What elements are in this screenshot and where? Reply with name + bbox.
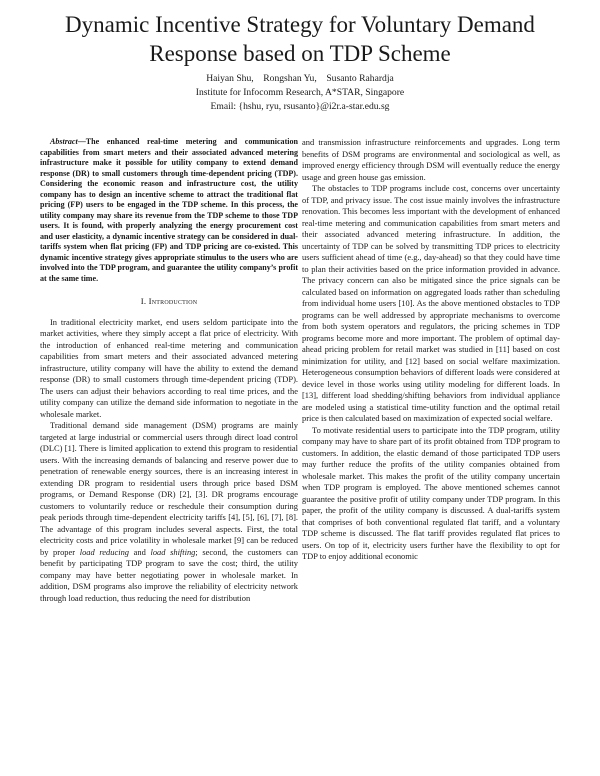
author-block xyxy=(0,72,600,114)
section-title: Introduction xyxy=(148,296,198,306)
section-number: I. xyxy=(140,296,149,306)
intro-paragraph-2-and: and xyxy=(129,546,151,557)
left-column xyxy=(40,137,298,604)
abstract-dash: — xyxy=(77,137,86,146)
right-paragraph-3: To motivate residential users to participate into the TDP program, utility company may have to share part of its profit obtained from TDP program to customers. In addition, the elastic demand of those participated TDP users may further reduce the profits of the utility companies obtained from wholesale market. This makes the profit of the utility company uncertain when TDP program is employed. The above mentioned schemes cannot guarantee the positive profit of utility company under TDP program. In this paper, the profit of the utility company is discussed. A dual-tariffs system that comprises of both conventional regulated flat tariff, and a voluntary TDP scheme is discussed. The flat tariff provides regulated flat prices to users. On top of it, electricity users further have the flexibility to opt for TDP to enjoy additional economic xyxy=(302,424,560,561)
right-paragraph-2: The obstacles to TDP programs include cost, concerns over uncertainty of TDP, and privacy issue. The cost issue mainly involves the infrastructure renovation. This becomes less important with the development of enhanced real-time metering and communication capabilities from smart meters and their associated advanced metering infrastructure. In addition, the uncertainty of TDP can be solved by transmitting TDP prices to electricity users sufficient ahead of time (e.g., day-ahead) so that they could have time to plan their activities based on the price information provided in advance. The privacy concern can also be mitigated since the price signals can be calculated based on information on aggregated loads rather than scheduling from individual home users [10]. As the above mentioned obstacles to TDP programs can be well addressed by appropriate mechanisms to overcome from both system operators and regulators, the pricing schemes in TDP programs become more and more important. The problem of optimal day-ahead pricing problem for retail market was studied in [11] based on cost minimization for utility, and [12] based on social welfare maximization. Heterogeneous consumption behaviors of different loads were considered at device level in those works using utility modeling for different loads. In [13], different load shedding/shifting behaviors from individual appliance are modeled using a statistical time-utility function and the optimal retail price is then calculated based on maximization of expected social welfare. xyxy=(302,183,560,423)
section-heading-introduction xyxy=(40,296,298,308)
emphasis-load-shifting: load shifting xyxy=(150,546,196,557)
paper-title: Dynamic Incentive Strategy for Voluntary Demand Response based on TDP Scheme xyxy=(65,12,535,66)
intro-paragraph-2-rest: ; second, the customers can benefit by participating TDP program to save the cost; third, the utility company may have better negotiating power in wholesale market. In addition, DSM programs also improve the reliability of electricity network through load reduction, thus reducing the need for distribution xyxy=(40,546,298,603)
abstract-text: The enhanced real-time metering and communication capabilities from smart meters and their associated advanced metering infrastructure make it possible for utility company to extend demand response (DR) to small customers through time-dependent pricing (TDP). Considering the economic reason and infrastructure cost, the utility company has to design an incentive scheme to attract the traditional flat pricing (FP) users to be engaged in the TDP scheme. In this process, the utility company may share its revenue from the TDP scheme to those TDP users. It is found, with properly analyzing the energy procurement cost and user elasticity, a dynamic incentive strategy can be considered in dual-tariffs system when flat pricing (FP) and TDP pricing are co-existed. This dynamic incentive strategy gives appropriate stimulus to the users who are involved into the TDP program, and guarantee the utility company’s profit at the same time. xyxy=(40,137,298,283)
abstract-label: Abstract xyxy=(50,137,78,146)
emphasis-load-reducing: load reducing xyxy=(79,546,130,557)
intro-paragraph-2 xyxy=(40,420,298,604)
right-paragraph-1: and transmission infrastructure reinforcements and upgrades. Long term benefits of DSM programs are environmental and sociological as well, as improved energy efficiency through DSM will eventually reduce the energy usage and green house gas emission. xyxy=(302,137,560,182)
intro-paragraph-2-text: Traditional demand side management (DSM) programs are mainly targeted at large industrial or commercial users through direct load control (DLC) [1]. There is limited application to extend this program to residential users. With the increasing demands of balancing and reserve power due to penetration of renewable energy sources, there is an increasing interest in extending DR program to residential users through price based DSM programs, or Demand Response (DR) [2], [3]. DR programs encourage customers to voluntarily reduce or reschedule their consumption during peak periods through time-dependent electricity tariffs [4], [5], [6], [7], [8]. The advantage of this program includes several aspects. First, the total electricity costs and price volatility in wholesale market [9] can be reduced by proper xyxy=(40,420,298,557)
author-affiliation: Institute for Infocomm Research, A*STAR, Singapore xyxy=(195,87,405,98)
author-email: Email: {hshu, ryu, rsusanto}@i2r.a-star.edu.sg xyxy=(210,101,390,112)
right-column xyxy=(302,137,560,563)
abstract xyxy=(40,137,298,284)
author-names: Haiyan Shu, Rongshan Yu, Susanto Rahardja xyxy=(206,73,394,84)
intro-paragraph-1: In traditional electricity market, end users seldom participate into the market activities, where they simply accept a flat price of electricity. With the introduction of enhanced real-time metering and communication capabilities from smart meters and their associated advanced metering infrastructure, utility company will have the ability to extend the demand response (DR) to small customers through time-dependent pricing (TDP). The users can adjust their behaviors according to real time prices, and the utility company can utilize the demand side information to negotiate in the wholesale market. xyxy=(40,316,298,419)
